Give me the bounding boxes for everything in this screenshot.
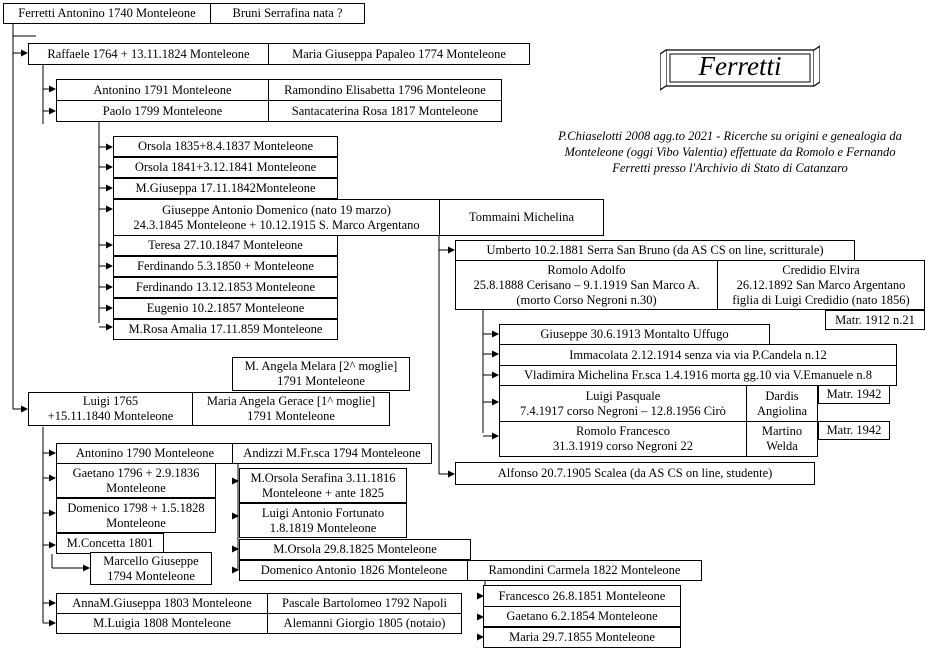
person-box-serafina (210, 3, 365, 24)
person-text-line: Teresa 27.10.1847 Monteleone (148, 238, 303, 252)
person-text-line: Alemanni Giorgio 1805 (notaio) (283, 616, 446, 630)
person-box-alemanni (267, 613, 462, 634)
arrow-head-icon (106, 242, 113, 249)
arrow-head-icon (106, 144, 113, 151)
person-box-gerace (192, 392, 390, 426)
person-text-line: M.Orsola Serafina 3.11.1816 (250, 470, 396, 485)
person-box-eugenio (113, 298, 338, 319)
person-text-line: Domenico 1798 + 1.5.1828 (67, 500, 205, 515)
person-text-line: Maria 29.7.1855 Monteleone (509, 630, 655, 644)
person-box-andizzi (232, 443, 432, 464)
person-box-antonino1740 (3, 3, 211, 24)
person-text-line: Romolo Adolfo (547, 262, 626, 277)
person-box-gaetano1796 (56, 463, 216, 498)
person-text-line: Monteleone (106, 480, 166, 495)
arrow-head-icon (83, 565, 90, 572)
arrow-head-icon (49, 86, 56, 93)
person-box-annamgiuseppa (56, 593, 268, 614)
arrow-head-icon (106, 185, 113, 192)
person-text-line: Gaetano 1796 + 2.9.1836 (72, 465, 200, 480)
person-text-line: figlia di Luigi Credidio (nato 1856) (732, 292, 910, 307)
person-text-line: +15.11.1840 Monteleone (47, 409, 174, 423)
person-text-line: M.Luigia 1808 Monteleone (93, 616, 231, 630)
person-box-antonino1791 (56, 79, 269, 101)
person-box-orsola1841 (113, 157, 338, 178)
arrow-head-icon (492, 372, 499, 379)
person-text-line: 1791 Monteleone (277, 374, 365, 388)
person-text-line: 31.3.1919 corso Negroni 22 (553, 439, 693, 453)
person-box-tommaini (439, 199, 604, 236)
person-box-papaleo (268, 43, 530, 65)
arrow-head-icon (492, 399, 499, 406)
person-box-immacolata (499, 344, 897, 366)
arrow-head-icon (106, 164, 113, 171)
person-text-line: Ramondino Elisabetta 1796 Monteleone (284, 82, 486, 97)
person-text-line: Umberto 10.2.1881 Serra San Bruno (da AS CS on line, scritturale) (486, 243, 824, 257)
person-text-line: Luigi 1765 (82, 394, 139, 408)
arrow-head-icon (49, 475, 56, 482)
person-text-line: Maria Giuseppa Papaleo 1774 Monteleone (292, 46, 506, 61)
person-text-line: Orsola 1841+3.12.1841 Monteleone (134, 160, 317, 174)
person-text-line: Ferdinando 5.3.1850 + Monteleone (137, 259, 314, 273)
person-box-mluigia (56, 613, 268, 634)
arrow-head-icon (49, 600, 56, 607)
person-text-line: M. Angela Melara [2^ moglie] (244, 359, 398, 373)
credit-line: Monteleone (oggi Vibo Valentia) effettuate da Romolo e Fernando (564, 145, 896, 159)
credit-line: P.Chiaselotti 2008 agg.to 2021 - Ricerche su origini e genealogia da (558, 129, 902, 143)
arrow-head-icon (106, 284, 113, 291)
person-text-line: Gaetano 6.2.1854 Monteleone (506, 609, 658, 623)
person-box-antonino1790 (56, 443, 234, 464)
person-text-line: 24.3.1845 Monteleone + 10.12.1915 S. Marco Argentano (133, 217, 420, 232)
person-box-matr1912 (825, 310, 925, 330)
person-text-line: Giuseppe 30.6.1913 Montalto Uffugo (540, 327, 729, 341)
person-box-luigipasquale (499, 385, 747, 422)
credit-note (520, 128, 930, 176)
person-box-melara (232, 357, 410, 391)
person-box-ferdinando1850 (113, 256, 338, 277)
person-box-dardis (746, 385, 818, 422)
person-text-line: Andizzi M.Fr.sca 1794 Monteleone (243, 446, 421, 460)
person-box-martino (746, 421, 818, 457)
person-text-line: Santacaterina Rosa 1817 Monteleone (291, 103, 479, 118)
person-box-francesco1851 (483, 585, 681, 607)
person-text-line: Credidio Elvira (782, 262, 860, 277)
person-box-ramondini (467, 560, 702, 581)
person-text-line: Matr. 1912 n.21 (835, 312, 915, 327)
arrow-head-icon (448, 247, 455, 254)
person-text-line: Raffaele 1764 + 13.11.1824 Monteleone (47, 46, 250, 61)
person-text-line: Monteleone (106, 515, 166, 530)
arrow-head-icon (492, 433, 499, 440)
person-box-matr1942b (818, 421, 890, 440)
person-text-line: Tommaini Michelina (468, 210, 574, 224)
person-box-alfonso (455, 462, 815, 485)
person-box-teresa (113, 235, 338, 256)
arrow-head-icon (49, 450, 56, 457)
person-box-romolo (455, 260, 718, 310)
person-text-line: Orsola 1835+8.4.1837 Monteleone (137, 139, 314, 153)
person-text-line: Luigi Antonio Fortunato (261, 505, 385, 520)
person-text-line: 1794 Monteleone (107, 568, 195, 583)
person-text-line: Pascale Bartolomeo 1792 Napoli (282, 596, 447, 610)
person-text-line: Maria Angela Gerace [1^ moglie] (206, 394, 376, 408)
person-text-line: Luigi Pasquale (585, 388, 661, 403)
person-box-ferdinando1853 (113, 277, 338, 298)
person-text-line: 7.4.1917 corso Negroni – 12.8.1956 Cirò (520, 403, 726, 418)
person-text-line: Monteleone + ante 1825 (262, 485, 384, 500)
person-box-maria1855 (483, 627, 681, 648)
person-text-line: M.Orsola 29.8.1825 Monteleone (273, 542, 437, 556)
arrow-head-icon (49, 620, 56, 627)
person-box-credidio (717, 260, 925, 310)
person-text-line: Welda (766, 439, 798, 453)
person-box-orsola1835 (113, 136, 338, 157)
person-text-line: (morto Corso Negroni n.30) (516, 292, 657, 307)
person-text-line: Giuseppe Antonio Domenico (nato 19 marzo) (162, 202, 391, 217)
person-box-pascale (267, 593, 462, 614)
arrow-head-icon (49, 542, 56, 549)
family-title: Ferretti (698, 51, 782, 81)
person-text-line: Paolo 1799 Monteleone (102, 103, 223, 118)
person-box-paolo (56, 100, 269, 122)
person-box-santacaterina (268, 100, 502, 122)
person-text-line: Dardis (765, 388, 799, 403)
arrow-head-icon (492, 331, 499, 338)
person-text-line: 26.12.1892 San Marco Argentano (736, 277, 906, 292)
person-text-line: Matr. 1942 (826, 387, 882, 401)
person-text-line: Domenico Antonio 1826 Monteleone (260, 563, 448, 577)
person-box-umberto (455, 240, 855, 261)
person-text-line: Ramondini Carmela 1822 Monteleone (488, 563, 681, 577)
arrow-head-icon (21, 406, 28, 413)
person-text-line: M.Concetta 1801 (66, 536, 154, 550)
person-text-line: Francesco 26.8.1851 Monteleone (498, 588, 666, 603)
arrow-head-icon (106, 324, 113, 331)
person-box-luigiantonio (239, 503, 407, 538)
person-box-domenicoantonio (239, 560, 469, 581)
person-box-mconcetta (56, 533, 164, 554)
person-text-line: Angiolina (757, 403, 807, 418)
person-text-line: Martino (761, 424, 803, 438)
person-text-line: Bruni Serrafina nata ? (232, 6, 343, 20)
person-text-line: Ferdinando 13.12.1853 Monteleone (135, 280, 316, 294)
person-box-romolofrancesco (499, 421, 747, 457)
person-text-line: Vladimira Michelina Fr.sca 1.4.1916 morta gg.10 via V.Emanuele n.8 (523, 368, 873, 382)
arrow-head-icon (49, 510, 56, 517)
person-box-raffaele (28, 43, 269, 65)
person-text-line: Marcello Giuseppe (103, 553, 199, 568)
person-box-vladimira (499, 365, 897, 386)
person-box-matr1942a (818, 385, 890, 404)
credit-line: Ferretti presso l'Archivio di Stato di Catanzaro (612, 161, 848, 175)
person-box-luigi1765 (28, 392, 193, 426)
person-box-giuseppe (113, 199, 440, 236)
person-text-line: Ferretti Antonino 1740 Monteleone (18, 6, 196, 20)
arrow-head-icon (49, 108, 56, 115)
person-text-line: AnnaM.Giuseppa 1803 Monteleone (72, 596, 252, 610)
person-text-line: 25.8.1888 Cerisano – 9.1.1919 San Marco A. (473, 277, 700, 292)
person-text-line: Matr. 1942 (826, 423, 882, 437)
person-text-line: 1791 Monteleone (247, 409, 335, 423)
person-text-line: 1.8.1819 Monteleone (269, 520, 377, 535)
person-box-gaetano1854 (483, 606, 681, 627)
person-text-line: Antonino 1790 Monteleone (75, 446, 215, 460)
person-text-line: M.Rosa Amalia 17.11.859 Monteleone (128, 322, 323, 336)
arrow-head-icon (106, 305, 113, 312)
person-box-giuseppe1913 (499, 324, 770, 345)
arrow-head-icon (106, 263, 113, 270)
person-box-morsola1825 (239, 539, 471, 560)
person-box-mrosa (113, 319, 338, 340)
arrow-head-icon (448, 471, 455, 478)
person-text-line: Immacolata 2.12.1914 senza via via P.Candela n.12 (569, 347, 827, 362)
person-box-marcello (90, 552, 212, 585)
person-text-line: Eugenio 10.2.1857 Monteleone (146, 301, 305, 315)
arrow-head-icon (21, 50, 28, 57)
person-box-morsolaserafina (239, 468, 407, 503)
arrow-head-icon (106, 206, 113, 213)
person-text-line: Alfonso 20.7.1905 Scalea (da AS CS on line, studente) (497, 466, 773, 480)
person-text-line: M.Giuseppa 17.11.1842Monteleone (135, 181, 316, 195)
person-box-domenico1798 (56, 498, 216, 533)
person-text-line: Antonino 1791 Monteleone (93, 82, 232, 97)
person-box-mgiuseppa (113, 178, 338, 199)
arrow-head-icon (492, 351, 499, 358)
person-text-line: Romolo Francesco (575, 424, 671, 438)
person-box-ramondino (268, 79, 502, 101)
